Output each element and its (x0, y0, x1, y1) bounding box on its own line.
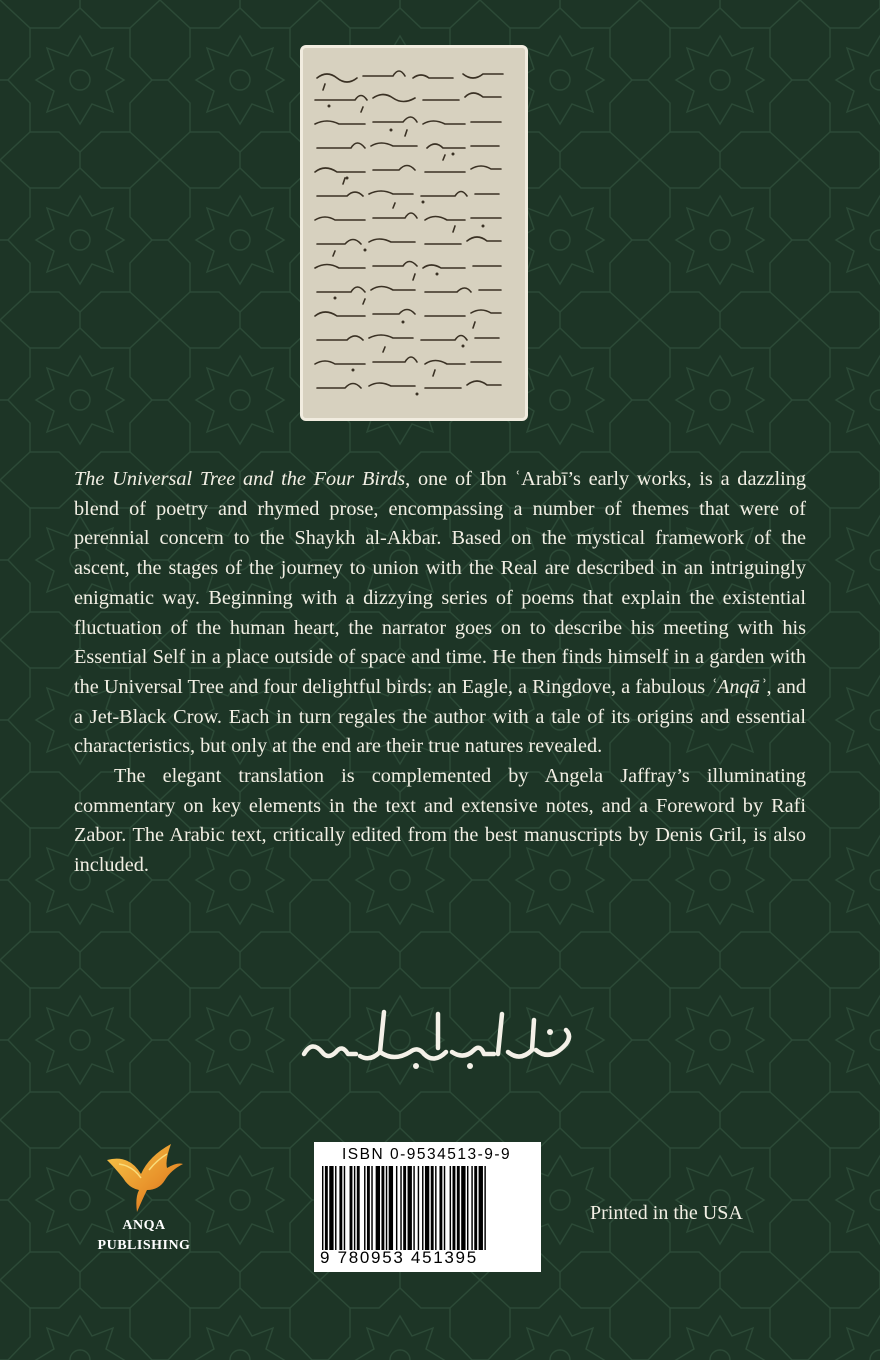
book-title: The Universal Tree and the Four Birds (74, 468, 406, 490)
arabic-calligraphy-signature (288, 1002, 588, 1082)
blurb-text: , one of Ibn ʿArabī’s early works, is a dazzling blend of poetry and rhymed prose, encompassing a number of themes that were of perennial concern to the Shaykh al-Akbar. Based on the mystical framework of the ascent, the stages of the journey to union with the Real are described in an intriguingly enigmatic way. Beginning with a dizzying series of poems that explain the existential fluctuation of the human heart, the narrator goes on to describe his meeting with his Essential Self in a place outside of space and time. He then finds himself in a garden with the Universal Tree and four delightful birds: an Eagle, a Ringdove, a fabulous (74, 468, 807, 698)
barcode-bars (320, 1166, 535, 1250)
blurb-paragraph-2: The elegant translation is complemented by Angela Jaffray’s illuminating commentary on key elements in the text and extensive notes, and a Foreword by Rafi Zabor. The Arabic text, critically edited from the best manuscripts by Denis Gril, is also included. (74, 765, 806, 877)
publisher-logo (82, 1140, 206, 1260)
printed-in-label: Printed in the USA (590, 1202, 743, 1224)
back-cover-blurb (74, 465, 806, 881)
phoenix-icon (99, 1140, 189, 1214)
publisher-name-line-1: ANQA (122, 1218, 166, 1233)
publisher-name-line-2: PUBLISHING (97, 1238, 191, 1253)
blurb-paragraph-1 (74, 465, 806, 762)
manuscript-image (300, 45, 528, 421)
isbn-barcode (314, 1142, 541, 1272)
ean-number: 9 780953 451395 (320, 1248, 478, 1267)
blurb-text: , and a Jet-Black Crow. Each in turn regales the author with a tale of its origins and essential characteristics, but only at the end are their true natures revealed. (74, 675, 806, 758)
anqa-term: ʿAnqāʾ (710, 675, 767, 698)
isbn-number: ISBN 0-9534513-9-9 (342, 1146, 512, 1163)
publisher-name (82, 1216, 206, 1256)
